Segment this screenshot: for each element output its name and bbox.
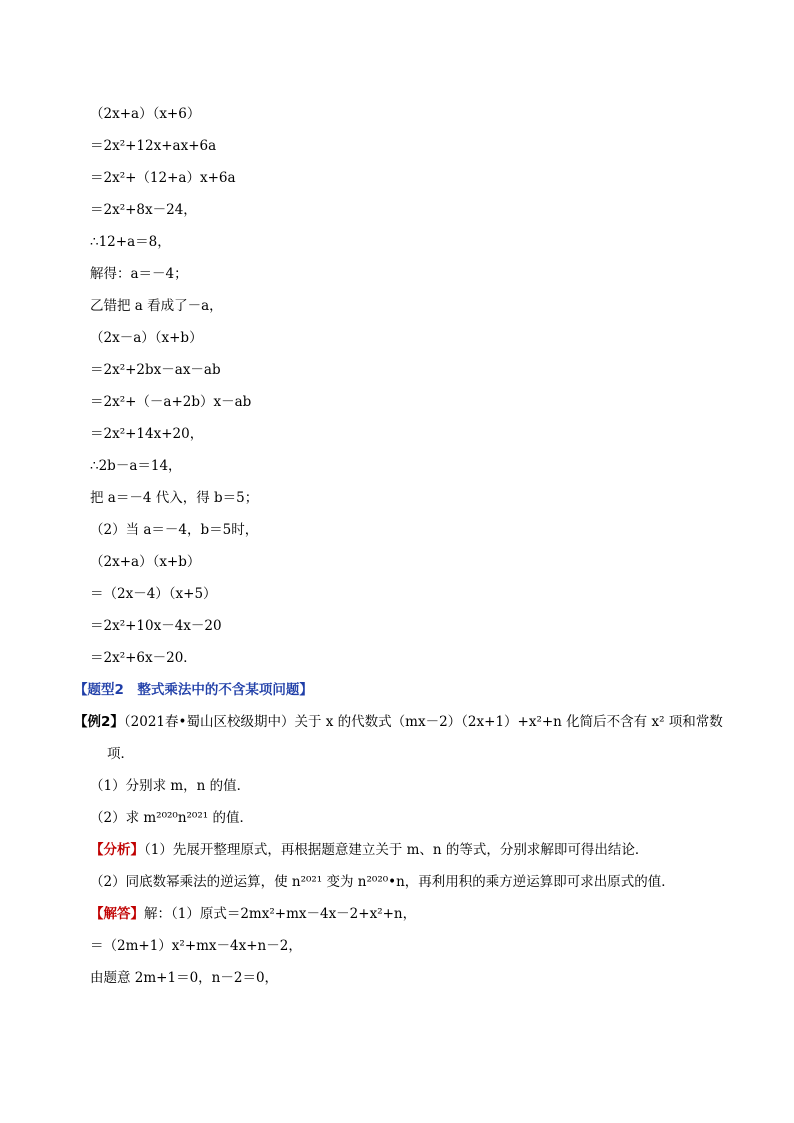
solution-line: 乙错把 a 看成了－a， (90, 298, 223, 314)
solution-line: （2x－a）（x+b） (90, 330, 203, 346)
solution-line: ＝（2x－4）（x+5） (90, 586, 217, 602)
question-1: （1）分别求 m，n 的值． (90, 778, 251, 794)
section-heading: 【题型2 整式乘法中的不含某项问题】 (74, 682, 313, 698)
solution-line: ＝2x²+（12+a）x+6a (90, 170, 236, 186)
solution-line: ＝2x²+6x－20． (90, 650, 197, 666)
example-line-2: 项． (107, 746, 134, 762)
example-text: （2021春•蜀山区校级期中）关于 x 的代数式（mx－2）（2x+1）+x²+n 化简后不含有 x² 项和常数 (123, 714, 723, 730)
solution-line: ＝2x²+10x－4x－20 (90, 618, 222, 634)
solution-line: 把 a＝－4 代入，得 b＝5； (90, 490, 259, 506)
solution-line: ∴2b－a＝14， (90, 458, 182, 474)
solution-line: （2x+a）（x+b） (90, 554, 201, 570)
answer-line-1 (90, 905, 416, 923)
analysis-text-1: （1）先展开整理原式，再根据题意建立关于 m、n 的等式，分别求解即可得出结论． (144, 842, 649, 858)
solution-line: ＝2x²+12x+ax+6a (90, 138, 217, 154)
question-2: （2）求 m²⁰²⁰n²⁰²¹ 的值． (90, 810, 253, 826)
analysis-tag: 【分析】 (90, 842, 144, 858)
answer-text-2: ＝（2m+1）x²+mx－4x+n－2， (90, 938, 302, 954)
solution-line: ＝2x²+2bx－ax－ab (90, 362, 221, 378)
solution-line: 解得：a＝－4； (90, 266, 188, 282)
solution-line: （2）当 a＝－4，b＝5时， (90, 522, 259, 538)
solution-line: ＝2x²+（－a+2b）x－ab (90, 394, 252, 410)
example-line-1 (74, 713, 723, 731)
solution-line: ＝2x²+14x+20， (90, 426, 204, 442)
analysis-line-1 (90, 841, 648, 859)
solution-line: ∴12+a＝8， (90, 234, 171, 250)
example-tag: 【例2】 (74, 714, 124, 730)
answer-tag: 【解答】 (90, 906, 144, 922)
solution-line: ＝2x²+8x－24， (90, 202, 197, 218)
analysis-text-2: （2）同底数幂乘法的逆运算，使 n²⁰²¹ 变为 n²⁰²⁰•n，再利用积的乘方逆运算即可求出原式的值． (90, 874, 675, 890)
answer-text-1: 解：（1）原式＝2mx²+mx－4x－2+x²+n， (144, 906, 417, 922)
solution-line: （2x+a）（x+6） (90, 106, 201, 122)
answer-text-3: 由题意 2m+1＝0，n－2＝0， (90, 970, 279, 986)
